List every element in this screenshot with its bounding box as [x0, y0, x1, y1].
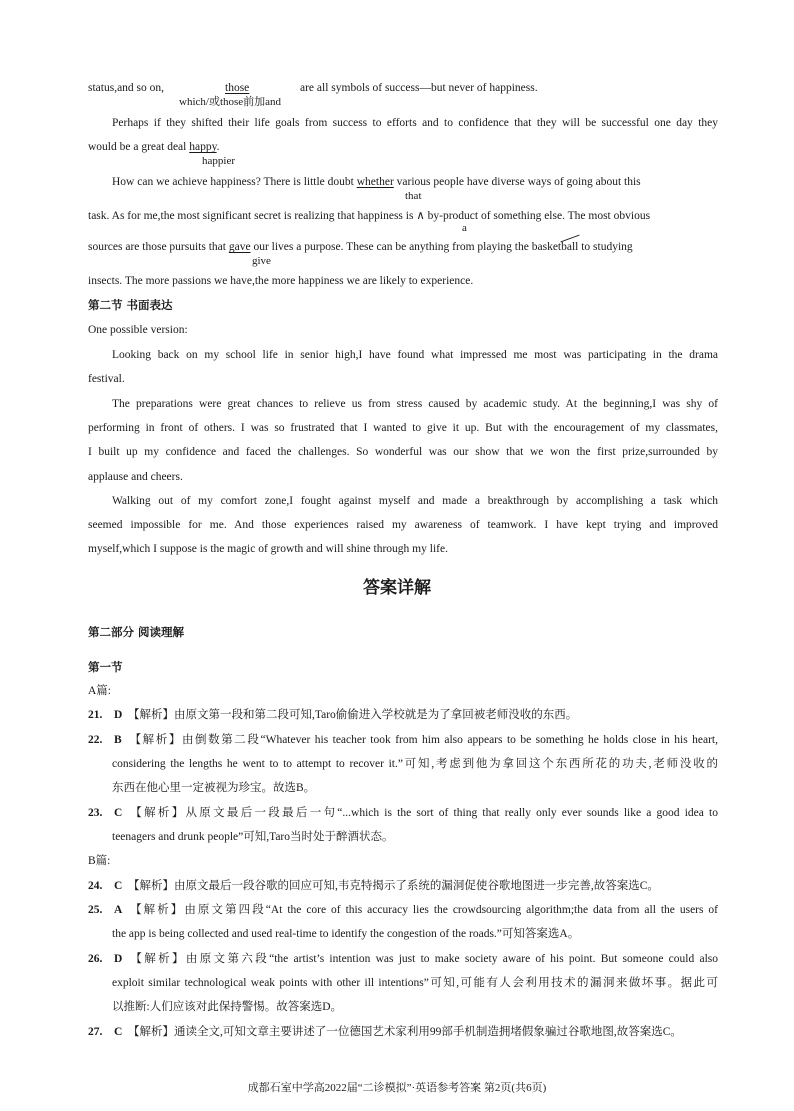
correction-note-6: give — [252, 255, 271, 267]
correction-note-3: happier — [202, 155, 235, 167]
writing-p1-line1: Looking back on my school life in senior high,I have found what impressed me most was participating in the drama — [112, 349, 718, 361]
correction-word-gave: gave — [228, 241, 251, 253]
question-27: 27. C 【解析】通读全文,可知文章主要讲述了一位德国艺术家利用99部手机制造拥堵假象骗过谷歌地图,故答案选C。 — [88, 1026, 682, 1038]
correction-line-1: status,and so on, those are all symbols of success—but never of happiness. — [88, 82, 538, 94]
question-26: 26. D 【解析】由原文第六段“the artist’s intention was just to make society aware of his point. But someone could also — [88, 953, 719, 965]
question-26-line3: 以推断:人们应该对此保持警惕。故答案选D。 — [112, 1001, 342, 1013]
question-25-line2: the app is being collected and used real-time to identify the congestion of the roads.”可知答案选A。 — [112, 928, 580, 940]
question-22: 22. B 【解析】由倒数第二段“Whatever his teacher took from him also appears to be something he holds close in his heart, — [88, 734, 718, 746]
correction-line-6: sources are those pursuits that gave our lives a purpose. These can be anything from playing the basketball to studying — [88, 241, 633, 253]
correction-note-4: that — [405, 190, 422, 202]
deleted-word-the: the — [514, 241, 529, 253]
insert-caret: ∧ — [416, 210, 425, 222]
writing-heading: 第二节 书面表达 — [88, 298, 173, 312]
writing-p2-line4: applause and cheers. — [88, 471, 183, 483]
passage-a-label: A篇: — [88, 685, 111, 697]
writing-p3-line2: seemed impossible for me. And those experiences raised my awareness of teamwork. I have kept trying and improved — [88, 519, 718, 531]
correction-line-3: would be a great deal happy. — [88, 141, 220, 153]
correction-line-5: task. As for me,the most significant secret is realizing that happiness is ∧ by-product of something else. The most obvious — [88, 210, 651, 222]
question-21: 21. D 【解析】由原文第一段和第二段可知,Taro偷偷进入学校就是为了拿回被老师没收的东西。 — [88, 709, 578, 721]
writing-version-label: One possible version: — [88, 324, 188, 336]
correction-line-7: insects. The more passions we have,the more happiness we are likely to experience. — [88, 275, 474, 287]
writing-p3-line3: myself,which I suppose is the magic of growth and will shine through my life. — [88, 543, 448, 555]
passage-b-label: B篇: — [88, 855, 111, 867]
correction-word-whether: whether — [356, 176, 394, 188]
writing-p2-line3: I built up my confidence and faced the challenges. So wonderful was our show that we won the first prize,surrounded by — [88, 446, 718, 458]
writing-p2-line2: performing in front of others. I was so frustrated that I wanted to give it up. But with the encouragement of my classmates, — [88, 422, 718, 434]
correction-word-happy: happy — [189, 141, 217, 153]
correction-note-1: which/或those前加and — [179, 96, 282, 108]
question-23-line2: teenagers and drunk people”可知,Taro当时处于醉酒状态。 — [112, 831, 394, 843]
question-25: 25. A 【解析】由原文第四段“At the core of this accuracy lies the crowdsourcing algorithm;the data from all the users of — [88, 904, 719, 916]
question-22-line2: considering the lengths he went to to attempt to recover it.”可知,考虑到他为拿回这个东西所花的功夫,老师没收的 — [112, 758, 718, 770]
writing-p1-line2: festival. — [88, 373, 125, 385]
section1-heading: 第一节 — [88, 660, 123, 674]
question-26-line2: exploit similar technological weak points with other ill intentions”可知,可能有人会利用技术的漏洞来做坏事。据此可 — [112, 977, 718, 989]
correction-line-4: How can we achieve happiness? There is little doubt whether various people have diverse ways of going about this — [112, 176, 641, 188]
writing-p2-line1: The preparations were great chances to relieve us from stress caused by academic study. At the beginning,I was shy of — [112, 398, 718, 410]
question-23: 23. C 【解析】从原文最后一段最后一句“...which is the sort of thing that really only ever sounds like a good idea to — [88, 807, 718, 819]
answers-title: 答案详解 — [363, 578, 431, 598]
writing-p3-line1: Walking out of my comfort zone,I fought against myself and made a breakthrough by accomplishing a task which — [112, 495, 718, 507]
correction-line-2: Perhaps if they shifted their life goals from success to efforts and to confidence that they will be successful one day they — [112, 117, 718, 129]
correction-note-5: a — [462, 222, 467, 234]
part2-heading: 第二部分 阅读理解 — [88, 625, 185, 639]
page-footer: 成都石室中学高2022届“二诊模拟”·英语参考答案 第2页(共6页) — [247, 1082, 547, 1094]
question-24: 24. C 【解析】由原文最后一段谷歌的回应可知,韦克特揭示了系统的漏洞促使谷歌地图进一步完善,故答案选C。 — [88, 880, 659, 892]
correction-gap-those: those — [225, 82, 250, 94]
question-22-line3: 东西在他心里一定被视为珍宝。故选B。 — [112, 782, 316, 794]
